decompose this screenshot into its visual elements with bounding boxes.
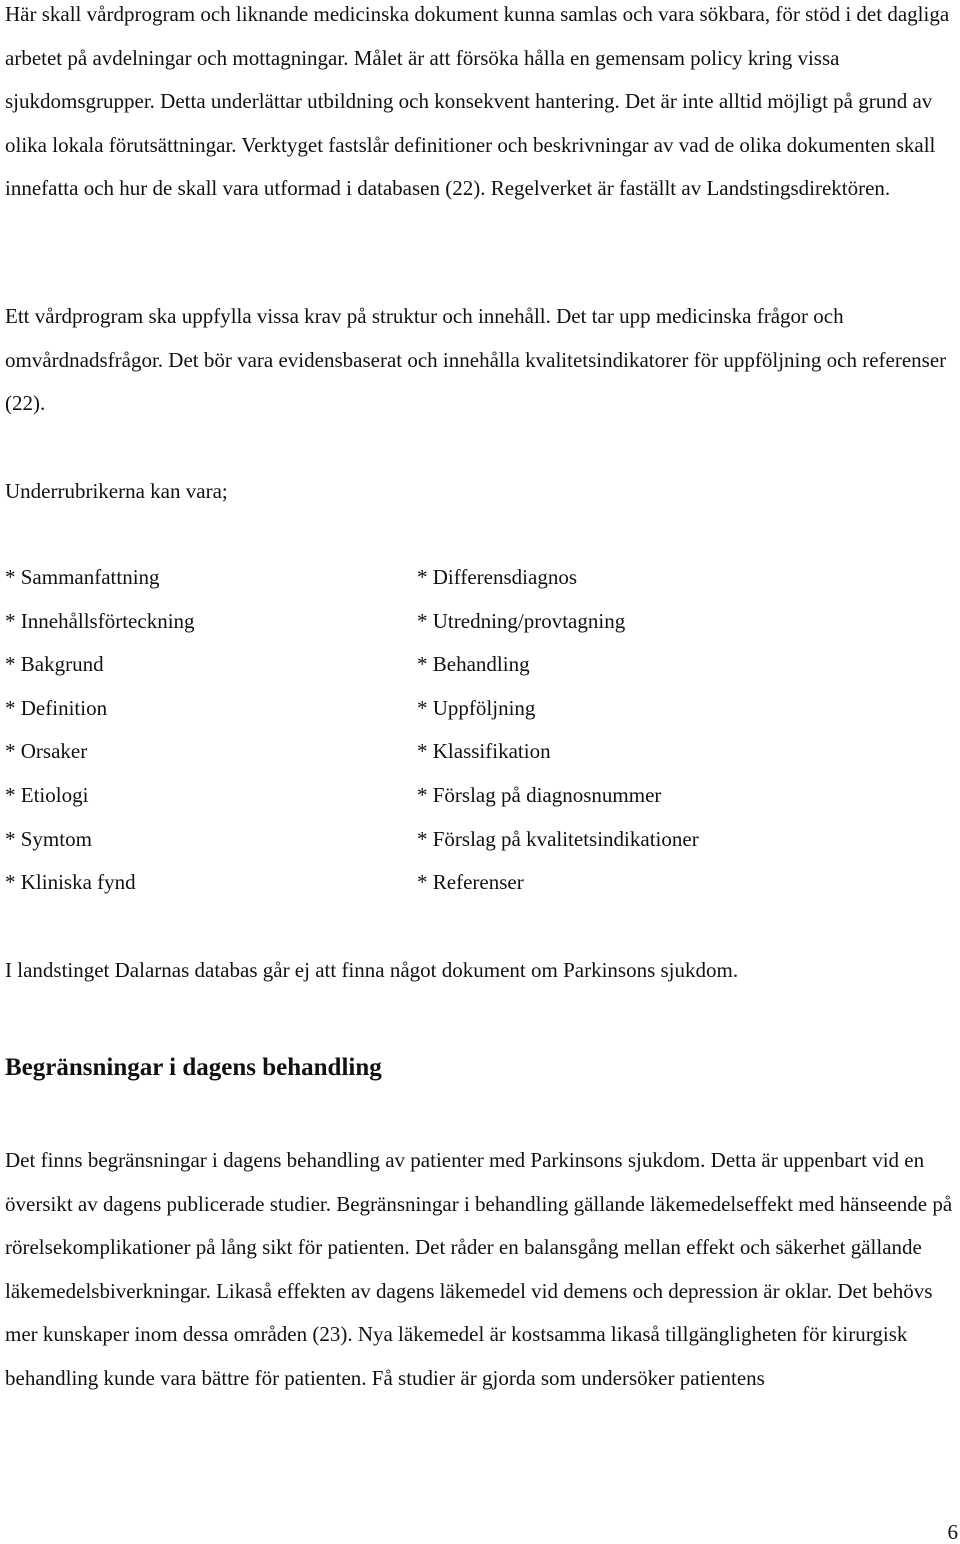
page-number: 6 (947, 1520, 958, 1544)
list-item: * Innehållsförteckning (5, 608, 195, 633)
list-item: * Etiologi (5, 782, 89, 807)
list-item: * Differensdiagnos (417, 565, 577, 589)
list-item: * Definition (5, 695, 108, 720)
list-item: * Klassifikation (417, 739, 551, 764)
paragraph-requirements: Ett vårdprogram ska uppfylla vissa krav på struktur och innehåll. Det tar upp medicinska frågor och omvårdnadsfrågor. Det bör vara evidensbaserat och innehålla kvalitetsindikatorer för uppföljning och referenser (22). (5, 304, 947, 416)
list-item: * Symtom (5, 826, 92, 851)
list-item: * Kliniska fynd (5, 870, 136, 895)
subheadings-intro: Underrubrikerna kan vara; (5, 479, 228, 503)
subheadings-list-right (417, 556, 699, 905)
paragraph-dalarnas-database: I landstinget Dalarnas databas går ej att finna något dokument om Parkinsons sjukdom. (5, 958, 739, 982)
list-item: * Utredning/provtagning (417, 608, 626, 633)
list-item: * Förslag på diagnosnummer (417, 782, 662, 807)
list-item: * Sammanfattning (5, 565, 160, 589)
paragraph-limitations: Det finns begränsningar i dagens behandling av patienter med Parkinsons sjukdom. Detta är uppenbart vid en översikt av dagens publicerade studier. Begränsningar i behandling gällande läkemedelseffekt med hänseende på rörelsekomplikationer på lång sikt för patienten. Det råder en balansgång mellan effekt och säkerhet gällande läkemedelsbiverkningar. Likaså effekten av dagens läkemedel vid demens och depression är oklar. Det behövs mer kunskaper inom dessa områden (23). Nya läkemedel är kostsamma likaså tillgängligheten för kirurgisk behandling kunde vara bättre för patienten. Få studier är gjorda som undersöker patientens (5, 1148, 953, 1390)
list-item: * Bakgrund (5, 652, 104, 677)
section-heading: Begränsningar i dagens behandling (5, 1054, 382, 1081)
list-item: * Behandling (417, 652, 530, 677)
list-item: * Referenser (417, 870, 524, 895)
subheadings-list-left (5, 556, 195, 905)
list-item: * Förslag på kvalitetsindikationer (417, 826, 699, 851)
paragraph-intro: Här skall vårdprogram och liknande medicinska dokument kunna samlas och vara sökbara, för stöd i det dagliga arbetet på avdelningar och mottagningar. Målet är att försöka hålla en gemensam policy kring vissa sjukdomsgrupper. Detta underlättar utbildning och konsekvent hantering. Det är inte alltid möjligt på grund av olika lokala förutsättningar. Verktyget fastslår definitioner och beskrivningar av vad de olika dokumenten skall innefatta och hur de skall vara utformad i databasen (22). Regelverket är faställt av Landstingsdirektören. (5, 2, 950, 201)
list-item: * Orsaker (5, 739, 88, 764)
list-item: * Uppföljning (417, 695, 536, 720)
